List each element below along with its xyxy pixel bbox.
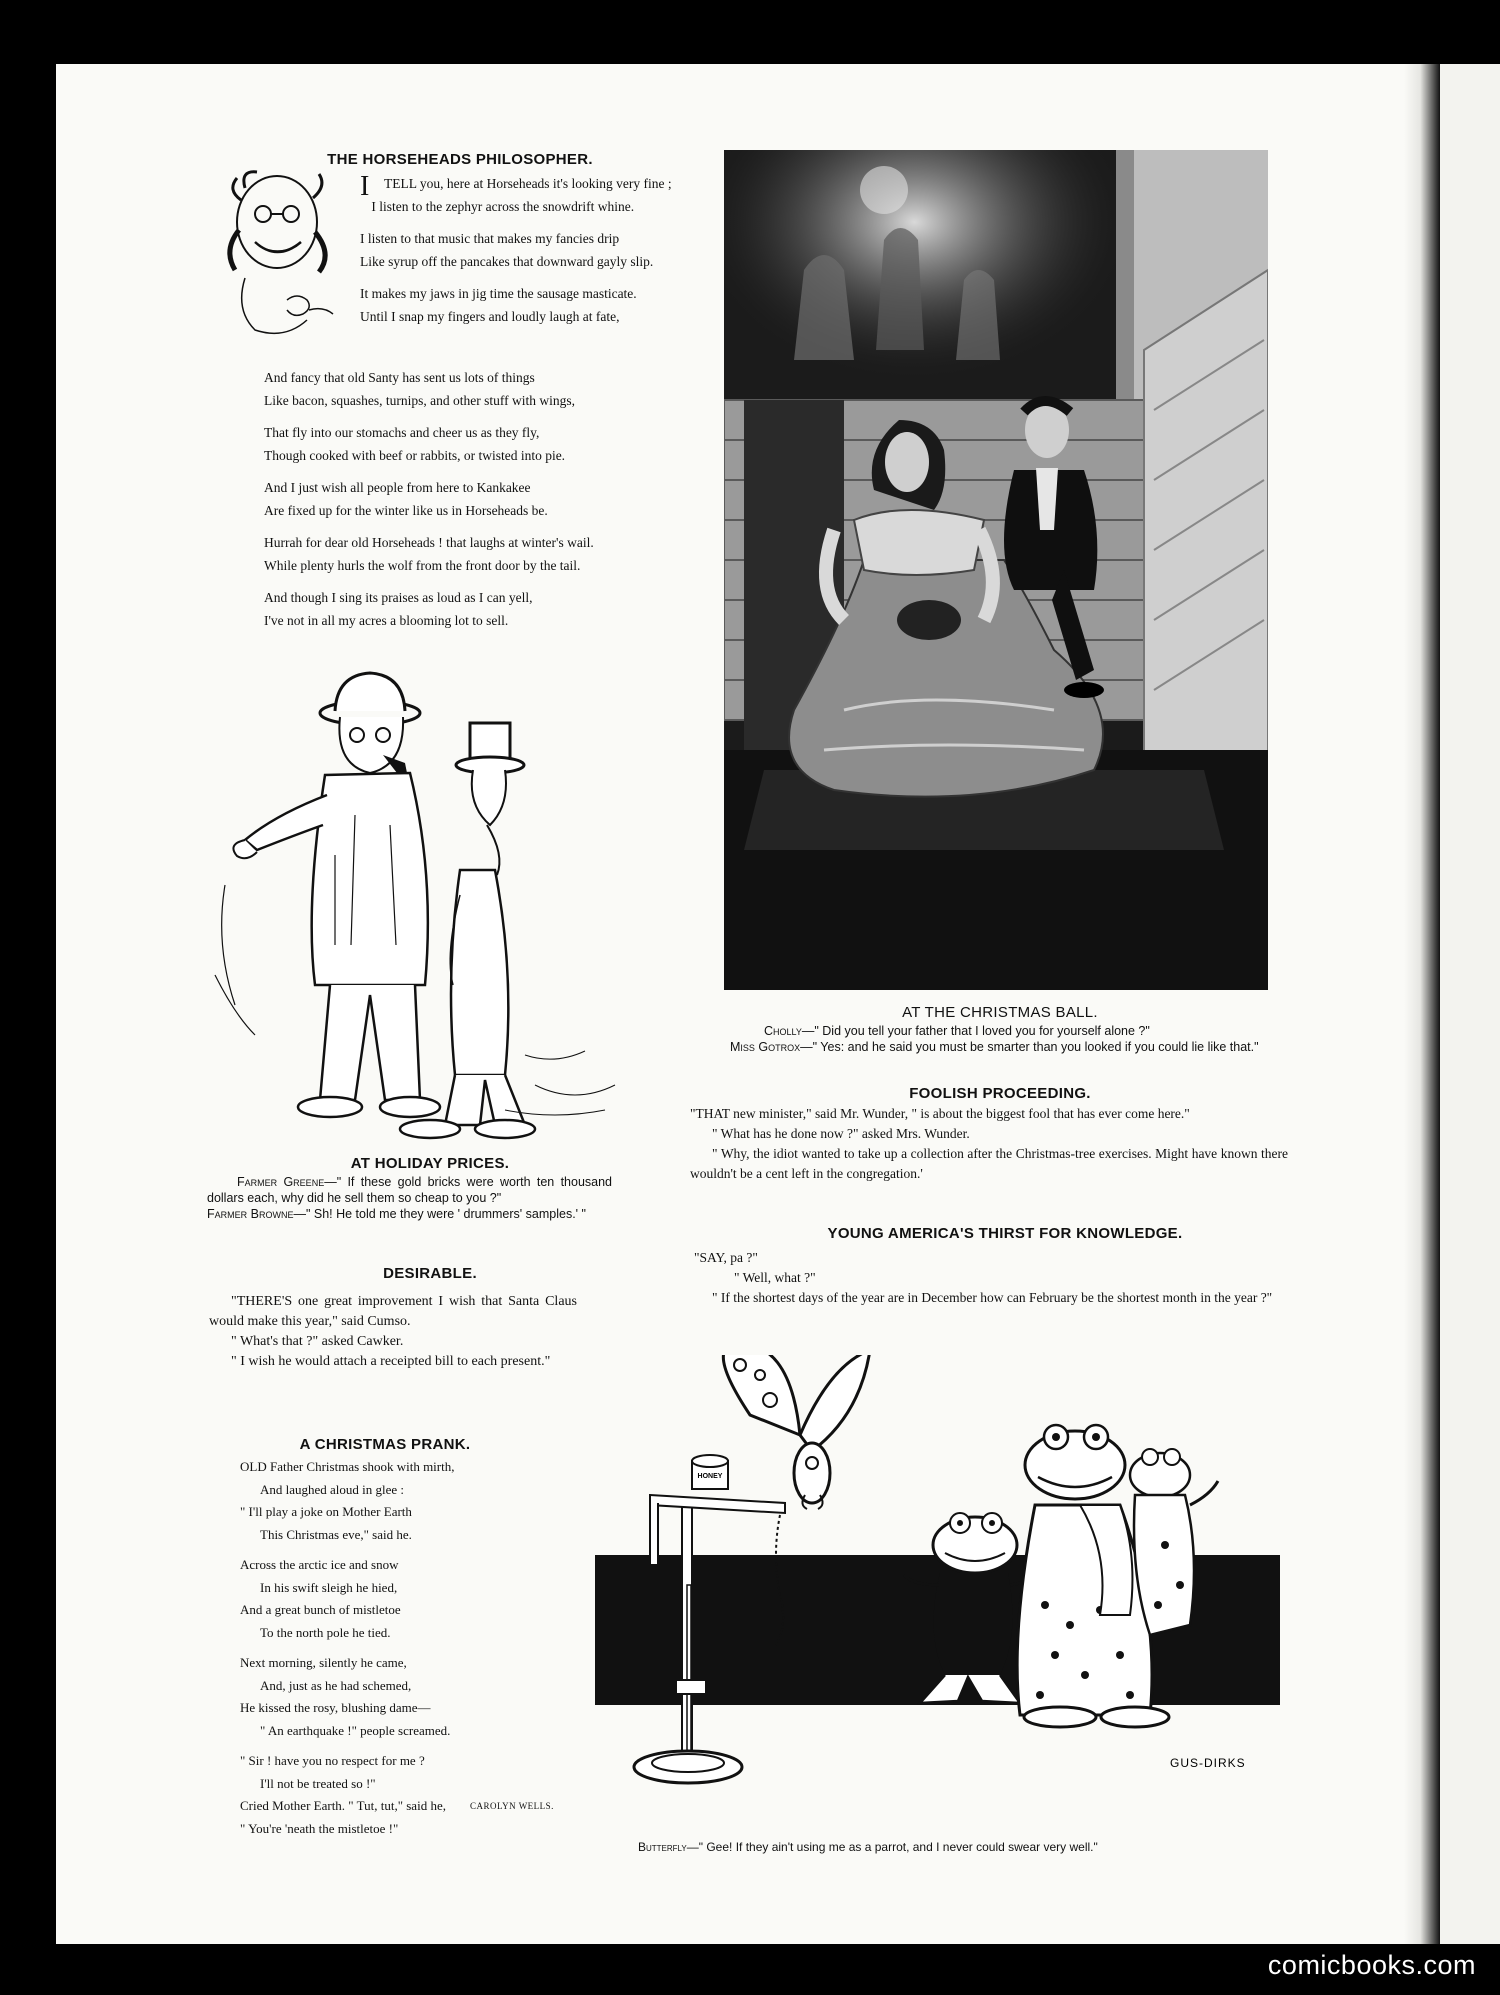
philosopher-title: THE HORSEHEADS PHILOSOPHER. <box>327 151 593 168</box>
caption-text: —" Did you tell your father that I loved you for yourself alone ?" <box>801 1024 1150 1038</box>
verse-line: I listen to the zephyr across the snowdrift whine. <box>371 199 635 214</box>
verse-line: Like syrup off the pancakes that downward gayly slip. <box>360 254 654 269</box>
caption-text: —" Yes: and he said you must be smarter than you looked if you could lie like that." <box>800 1040 1259 1054</box>
ballroom-scene <box>724 150 1268 990</box>
verse-line: " I'll play a joke on Mother Earth <box>240 1504 412 1519</box>
verse-line: And a great bunch of mistletoe <box>240 1602 401 1617</box>
speaker-label: Butterfly <box>638 1840 687 1854</box>
prank-title: A CHRISTMAS PRANK. <box>299 1436 471 1453</box>
foolish-title: FOOLISH PROCEEDING. <box>909 1085 1091 1102</box>
verse-line: Hurrah for dear old Horseheads ! that laughs at winter's wail. <box>264 535 594 550</box>
paragraph: " What's that ?" asked Cawker. <box>231 1334 404 1349</box>
thirst-title: YOUNG AMERICA'S THIRST FOR KNOWLEDGE. <box>827 1225 1183 1242</box>
thirst-text <box>690 1248 1288 1308</box>
ball-title: AT THE CHRISTMAS BALL. <box>902 1004 1098 1021</box>
paragraph: "SAY, pa ?" <box>694 1250 758 1265</box>
paragraph: " Well, what ?" <box>734 1270 816 1285</box>
speaker-label: Farmer Browne <box>207 1207 294 1221</box>
caption-text: —" Sh! He told me they were ' drummers' samples.' " <box>293 1207 586 1221</box>
verse-line: And I just wish all people from here to Kankakee <box>264 480 531 495</box>
desirable-title: DESIRABLE. <box>383 1265 477 1282</box>
butterfly-frogs-cartoon <box>590 1355 1290 1805</box>
verse-line: Cried Mother Earth. " Tut, tut," said he, <box>240 1798 446 1813</box>
verse-line: In his swift sleigh he hied, <box>260 1579 398 1595</box>
paragraph: " Why, the idiot wanted to take up a collection after the Christmas-tree exercises. Might have known there wouldn't be a cent left in the congregation.' <box>690 1146 1288 1181</box>
verse-line: To the north pole he tied. <box>260 1624 391 1640</box>
verse-line: " Sir ! have you no respect for me ? <box>240 1753 425 1768</box>
artist-signature: GUS-DIRKS <box>1170 1756 1246 1770</box>
verse-line: He kissed the rosy, blushing dame— <box>240 1700 431 1715</box>
speaker-label: Miss Gotrox <box>730 1040 801 1054</box>
speaker-label: Farmer Greene <box>237 1175 325 1189</box>
verse-line: This Christmas eve," said he. <box>260 1526 412 1542</box>
page-gutter <box>1404 64 1440 1944</box>
butterfly-caption <box>638 1839 1288 1855</box>
foolish-text <box>690 1104 1288 1184</box>
philosopher-verse-top <box>360 171 705 339</box>
prank-author: CAROLYN WELLS. <box>470 1801 554 1811</box>
verse-line: I've not in all my acres a blooming lot to sell. <box>264 613 509 628</box>
honey-label: HONEY <box>697 1473 723 1480</box>
philosopher-portrait <box>215 160 345 345</box>
verse-line: And though I sing its praises as loud as I can yell, <box>264 590 533 605</box>
christmas-ball-illustration <box>724 150 1268 990</box>
verse-line: TELL you, here at Horseheads it's looking very fine ; <box>384 176 672 191</box>
paragraph: " What has he done now ?" asked Mrs. Wunder. <box>712 1126 970 1141</box>
verse-line: " You're 'neath the mistletoe !" <box>240 1820 399 1836</box>
paragraph: " If the shortest days of the year are in December how can February be the shortest month in the year ?" <box>712 1290 1273 1305</box>
verse-line: Until I snap my fingers and loudly laugh at fate, <box>360 309 620 324</box>
verse-line: Across the arctic ice and snow <box>240 1557 399 1572</box>
verse-line: I listen to that music that makes my fancies drip <box>360 231 620 246</box>
verse-line: " An earthquake !" people screamed. <box>260 1722 451 1738</box>
speaker-label: Cholly <box>764 1024 802 1038</box>
philosopher-verse-bottom <box>264 368 704 643</box>
verse-line: OLD Father Christmas shook with mirth, <box>240 1459 455 1474</box>
verse-line: That fly into our stomachs and cheer us as they fly, <box>264 425 540 440</box>
verse-line: While plenty hurls the wolf from the front door by the tail. <box>264 558 581 573</box>
verse-line: Like bacon, squashes, turnips, and other stuff with wings, <box>264 393 575 408</box>
holiday-caption <box>207 1174 612 1222</box>
caption-text: —" Gee! If they ain't using me as a parrot, and I never could swear very well." <box>686 1840 1098 1854</box>
verse-line: It makes my jaws in jig time the sausage masticate. <box>360 286 637 301</box>
paragraph: "THERE'S one great improvement I wish that Santa Claus would make this year," said Cumso. <box>209 1294 577 1329</box>
verse-line: Are fixed up for the winter like us in Horseheads be. <box>264 503 548 518</box>
philosopher-dropcap: I <box>360 171 370 202</box>
verse-line: And, just as he had schemed, <box>260 1677 412 1693</box>
facing-page-edge <box>1440 64 1500 1944</box>
prank-verse <box>240 1458 570 1842</box>
caption-text: —" If these gold bricks were worth ten thousand dollars each, why did he sell them so cheap to you ?" <box>207 1175 612 1205</box>
farmers-cartoon <box>205 655 635 1145</box>
paragraph: " I wish he would attach a receipted bill to each present." <box>231 1354 551 1369</box>
verse-line: Next morning, silently he came, <box>240 1655 407 1670</box>
verse-line: And laughed aloud in glee : <box>260 1481 405 1497</box>
verse-line: Though cooked with beef or rabbits, or twisted into pie. <box>264 448 566 463</box>
verse-line: And fancy that old Santy has sent us lots of things <box>264 370 535 385</box>
holiday-title: AT HOLIDAY PRICES. <box>350 1155 510 1172</box>
desirable-text <box>209 1292 577 1372</box>
paragraph: "THAT new minister," said Mr. Wunder, " is about the biggest fool that has ever come here." <box>690 1106 1190 1121</box>
verse-line: I'll not be treated so !" <box>260 1775 376 1791</box>
ball-caption <box>730 1023 1285 1055</box>
site-watermark: comicbooks.com <box>1267 1950 1476 1980</box>
